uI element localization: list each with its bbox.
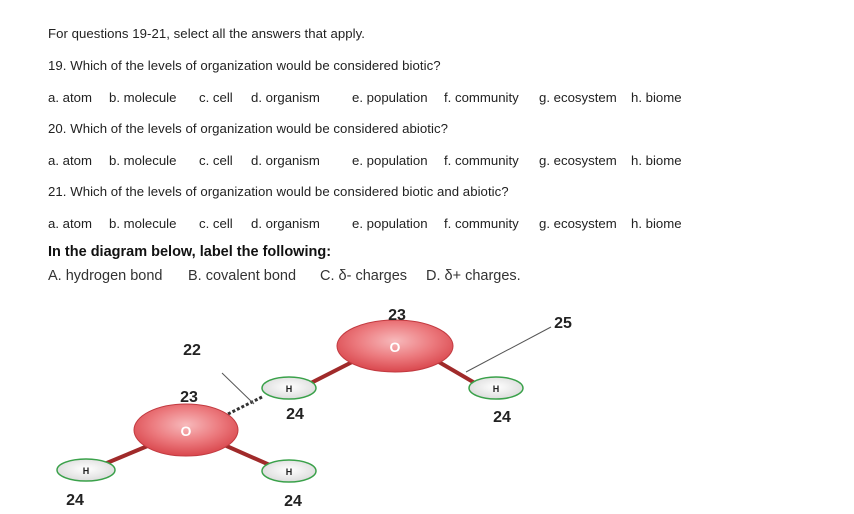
option-atom[interactable]: a. atom [48,90,92,105]
option-atom[interactable]: a. atom [48,153,92,168]
covalent-bond-lower-right [222,444,272,466]
hydrogen-atom-lower-left [57,459,115,481]
leader-line-25 [466,327,551,372]
oxygen-atom-upper [337,320,453,372]
svg-text:O: O [389,339,401,355]
option-molecule[interactable]: b. molecule [109,153,177,168]
hydrogen-atom-upper-right [469,377,523,399]
option-population[interactable]: e. population [352,90,428,105]
svg-text:O: O [180,423,192,439]
option-organism[interactable]: d. organism [251,90,320,105]
option-cell[interactable]: c. cell [199,90,233,105]
hydrogen-atom-upper-left [262,377,316,399]
item-hydrogen-bond: A. hydrogen bond [48,268,163,284]
option-ecosystem[interactable]: g. ecosystem [539,153,617,168]
svg-text:H: H [82,466,90,476]
svg-text:H: H [492,384,500,394]
question-20: 20. Which of the levels of organization would be considered abiotic? [48,121,448,136]
option-organism[interactable]: d. organism [251,216,320,231]
oxygen-atom-lower [134,404,238,456]
instructions-text: For questions 19-21, select all the answers that apply. [48,26,365,41]
option-cell[interactable]: c. cell [199,216,233,231]
option-population[interactable]: e. population [352,153,428,168]
option-biome[interactable]: h. biome [631,216,682,231]
option-organism[interactable]: d. organism [251,153,320,168]
label-25: 25 [554,315,572,332]
hydrogen-bond [228,397,262,414]
label-22: 22 [183,342,201,359]
leader-line-22 [222,373,254,404]
option-atom[interactable]: a. atom [48,216,92,231]
option-cell[interactable]: c. cell [199,153,233,168]
option-community[interactable]: f. community [444,90,519,105]
item-delta-plus: D. δ+ charges. [426,268,521,284]
item-delta-minus: C. δ- charges [320,268,408,284]
option-molecule[interactable]: b. molecule [109,216,177,231]
question-19: 19. Which of the levels of organization would be considered biotic? [48,58,441,73]
label-23-left: 23 [180,389,198,406]
option-biome[interactable]: h. biome [631,153,682,168]
option-biome[interactable]: h. biome [631,90,682,105]
item-covalent-bond: B. covalent bond [188,268,297,284]
svg-text:H: H [285,384,293,394]
question-21: 21. Which of the levels of organization would be considered biotic and abiotic? [48,184,509,199]
covalent-bond-lower-left [102,445,150,465]
label-23-top: 23 [388,307,406,324]
option-community[interactable]: f. community [444,216,519,231]
diagram-instruction-title: In the diagram below, label the following: [48,244,332,260]
hydrogen-atom-lower-right [262,460,316,482]
option-ecosystem[interactable]: g. ecosystem [539,216,617,231]
label-24-lower-left: 24 [66,492,84,509]
svg-text:H: H [285,467,293,477]
label-24-upper-left: 24 [286,406,304,423]
label-24-lower-right: 24 [284,493,302,510]
option-community[interactable]: f. community [444,153,519,168]
option-ecosystem[interactable]: g. ecosystem [539,90,617,105]
option-molecule[interactable]: b. molecule [109,90,177,105]
option-population[interactable]: e. population [352,216,428,231]
label-24-upper-right: 24 [493,409,511,426]
